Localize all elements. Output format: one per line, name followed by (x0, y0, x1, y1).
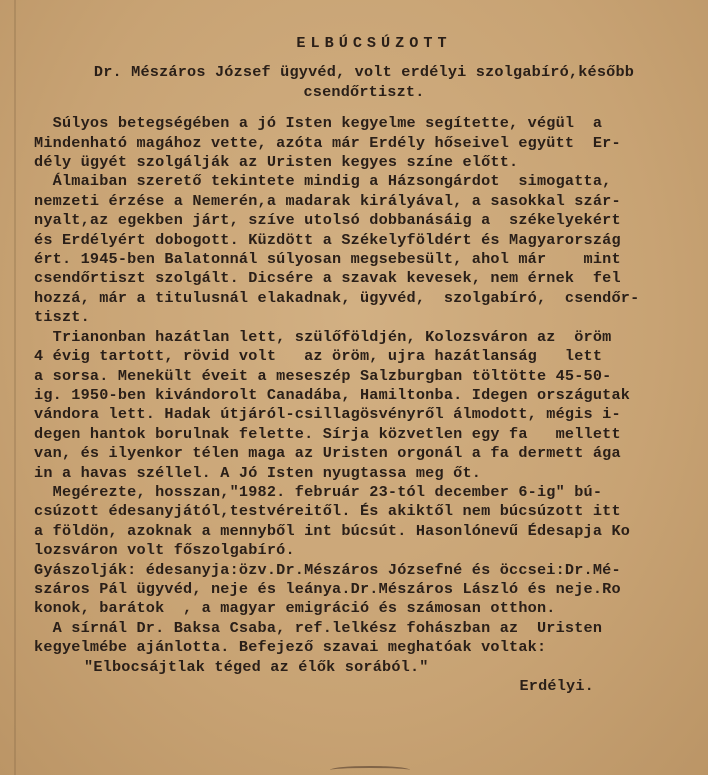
body-line: a földön, azoknak a mennyből int búcsút. Hasonlónevű Édesapja Ko (34, 521, 631, 540)
body-line: Trianonban hazátlan lett, szülőföldjén, Kolozsváron az öröm (34, 327, 612, 346)
body-line: kegyelmébe ajánlotta. Befejező szavai meghatóak voltak: (34, 638, 547, 657)
body-line: A sírnál Dr. Baksa Csaba, ref.lelkész fohászban az Uristen (34, 618, 603, 637)
body-line: Álmaiban szerető tekintete mindig a Házsongárdot simogatta, (34, 172, 612, 191)
body-line: nyalt,az egekben járt, szíve utolsó dobbanásáig a székelyekért (34, 211, 621, 230)
body-line: nemzeti érzése a Nemerén,a madarak királyával, a sasokkal szár- (34, 191, 621, 210)
body-line: ig. 1950-ben kivándorolt Canadába, Hamiltonba. Idegen országutak (34, 385, 631, 404)
body-line: konok, barátok , a magyar emigráció és számosan otthon. (34, 599, 556, 618)
subtitle-line: csendőrtiszt. (303, 82, 425, 101)
body-line: van, és ilyenkor télen maga az Uristen orgonál a fa dermett ága (34, 444, 621, 463)
body-line: a sorsa. Menekült éveit a meseszép Salzburgban töltötte 45-50- (34, 366, 612, 385)
subtitle-line: Dr. Mészáros József ügyvéd, volt erdélyi szolgabíró,később (93, 63, 635, 82)
body-line: degen hantok borulnak felette. Sírja közvetlen egy fa mellett (34, 424, 621, 443)
body-line: száros Pál ügyvéd, neje és leánya.Dr.Mészáros László és neje.Ro (34, 579, 621, 598)
body-line: Gyászolják: édesanyja:özv.Dr.Mészáros Józsefné és öccsei:Dr.Mé- (34, 560, 621, 579)
obituary-document (34, 34, 694, 696)
body-line: hozzá, már a titulusnál elakadnak, ügyvéd, szolgabíró, csendőr- (34, 288, 640, 307)
body-line: vándora lett. Hadak útjáról-csillagösvényről álmodott, mégis i- (34, 405, 621, 424)
body-line: Megérezte, hosszan,"1982. február 23-tól december 6-ig" bú- (34, 482, 603, 501)
body-line: Mindenható magához vette, azóta már Erdély hőseivel együtt Er- (34, 133, 621, 152)
document-title: ELBÚCSÚZOTT (296, 34, 452, 52)
signature: Erdélyi. (519, 677, 594, 695)
body-line: csúzott édesanyjától,testvéreitől. És akiktől nem búcsúzott itt (34, 502, 621, 521)
body-line: dély ügyét szolgálják az Uristen kegyes színe előtt. (34, 153, 519, 172)
body-line: és Erdélyért dobogott. Küzdött a Székelyföldért és Magyarország (34, 230, 621, 249)
body-line: 4 évig tartott, rövid volt az öröm, ujra hazátlanság lett (34, 347, 603, 366)
closing-quote: "Elbocsájtlak téged az élők sorából." (84, 657, 429, 676)
bottom-ornament (330, 766, 410, 774)
body-line: in a havas széllel. A Jó Isten nyugtassa meg őt. (34, 463, 482, 482)
body-line: csendőrtiszt szolgált. Dicsére a szavak kevesek, nem érnek fel (34, 269, 621, 288)
body-line: lozsváron volt főszolgabíró. (34, 541, 295, 560)
obituary-body (34, 114, 694, 657)
body-line: Súlyos betegségében a jó Isten kegyelme segítette, végül a (34, 114, 603, 133)
document-subtitle (34, 63, 694, 102)
body-line: ért. 1945-ben Balatonnál súlyosan megsebesült, ahol már mint (34, 250, 621, 269)
body-line: tiszt. (34, 308, 90, 327)
paper-crease (14, 0, 16, 775)
